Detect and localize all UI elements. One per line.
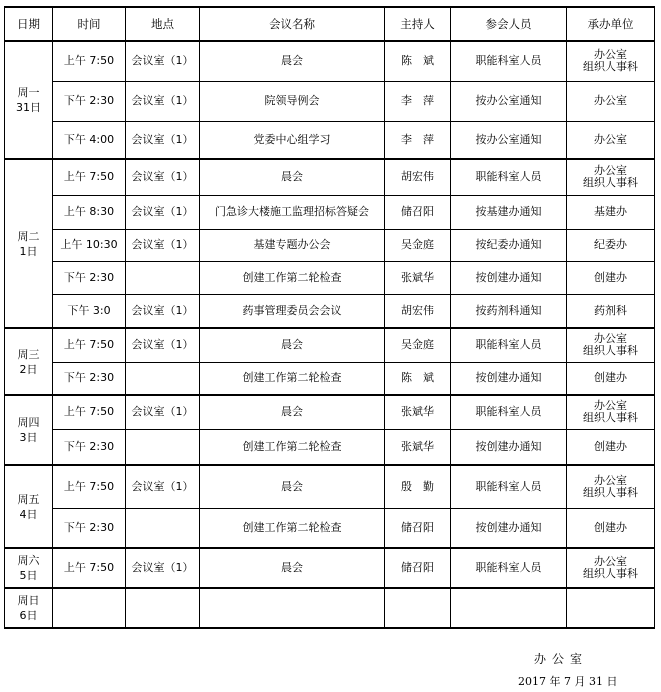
place-cell: 会议室（1） (126, 328, 200, 362)
header-host: 主持人 (385, 7, 451, 41)
weekday-label: 周一 (17, 86, 40, 99)
organizer-line: 办公室 (594, 94, 627, 107)
header-place: 地点 (126, 7, 200, 41)
attendees-cell: 职能科室人员 (451, 328, 567, 362)
day-cell (5, 588, 53, 628)
meeting-schedule-table (4, 6, 655, 629)
time-cell: 上午 7:50 (53, 328, 126, 362)
schedule-row (5, 548, 655, 588)
host-cell: 吴金庭 (385, 229, 451, 261)
organizer-line: 创建办 (594, 371, 627, 385)
attendees-cell: 按创建办通知 (451, 508, 567, 548)
host-cell: 胡宏伟 (385, 294, 451, 328)
place-cell: 会议室（1） (126, 465, 200, 508)
attendees-cell: 按办公室通知 (451, 81, 567, 121)
organizer-cell (567, 121, 655, 159)
header-attendees: 参会人员 (451, 7, 567, 41)
schedule-row (5, 229, 655, 261)
host-cell: 陈 斌 (385, 41, 451, 81)
weekday-label: 周六 (17, 554, 40, 567)
place-cell (126, 508, 200, 548)
organizer-cell (567, 328, 655, 362)
organizer-cell (567, 508, 655, 548)
place-cell: 会议室（1） (126, 41, 200, 81)
meeting-cell: 门急诊大楼施工监理招标答疑会 (200, 195, 385, 229)
organizer-line: 组织人事科 (583, 60, 638, 74)
organizer-cell (567, 81, 655, 121)
place-cell: 会议室（1） (126, 159, 200, 195)
meeting-cell: 晨会 (200, 159, 385, 195)
header-organizer: 承办单位 (567, 7, 655, 41)
place-cell (126, 261, 200, 294)
time-cell: 上午 10:30 (53, 229, 126, 261)
host-cell: 储召阳 (385, 508, 451, 548)
schedule-row (5, 41, 655, 81)
organizer-cell (567, 294, 655, 328)
organizer-line: 办公室 (594, 48, 627, 62)
weekday-label: 周二 (17, 229, 40, 243)
meeting-cell: 药事管理委员会会议 (200, 294, 385, 328)
day-cell (5, 548, 53, 588)
time-cell: 下午 4:00 (53, 121, 126, 159)
organizer-cell (567, 261, 655, 294)
host-cell: 储召阳 (385, 195, 451, 229)
organizer-line: 办公室 (594, 164, 627, 178)
host-cell: 张斌华 (385, 429, 451, 465)
date-label: 3日 (19, 431, 38, 444)
header-time: 时间 (53, 7, 126, 41)
place-cell: 会议室（1） (126, 229, 200, 261)
host-cell: 李 萍 (385, 121, 451, 159)
meeting-cell: 创建工作第二轮检查 (200, 362, 385, 395)
place-cell (126, 429, 200, 465)
organizer-line: 办公室 (594, 332, 627, 346)
host-cell: 陈 斌 (385, 362, 451, 395)
time-cell: 上午 7:50 (53, 548, 126, 588)
attendees-cell (451, 588, 567, 628)
schedule-row (5, 294, 655, 328)
schedule-row (5, 465, 655, 508)
date-label: 1日 (19, 244, 38, 258)
time-cell (53, 588, 126, 628)
place-cell: 会议室（1） (126, 81, 200, 121)
organizer-cell (567, 429, 655, 465)
day-cell (5, 395, 53, 465)
organizer-line: 组织人事科 (583, 176, 638, 190)
meeting-cell: 晨会 (200, 328, 385, 362)
time-cell: 上午 7:50 (53, 465, 126, 508)
meeting-cell: 晨会 (200, 395, 385, 429)
date-label: 5日 (19, 569, 38, 582)
schedule-row (5, 395, 655, 429)
header-row (5, 7, 655, 41)
organizer-cell (567, 588, 655, 628)
day-cell (5, 159, 53, 328)
organizer-line: 纪委办 (594, 238, 627, 251)
host-cell: 胡宏伟 (385, 159, 451, 195)
time-cell: 下午 2:30 (53, 508, 126, 548)
place-cell (126, 588, 200, 628)
attendees-cell: 职能科室人员 (451, 395, 567, 429)
organizer-cell (567, 41, 655, 81)
meeting-cell: 创建工作第二轮检查 (200, 261, 385, 294)
place-cell: 会议室（1） (126, 294, 200, 328)
organizer-line: 办公室 (594, 399, 627, 413)
time-cell: 下午 3:0 (53, 294, 126, 328)
organizer-line: 创建办 (594, 439, 627, 453)
organizer-line: 组织人事科 (583, 485, 638, 499)
schedule-row (5, 588, 655, 628)
attendees-cell: 按创建办通知 (451, 261, 567, 294)
weekday-label: 周五 (17, 492, 40, 506)
attendees-cell: 按纪委办通知 (451, 229, 567, 261)
host-cell: 张斌华 (385, 395, 451, 429)
place-cell: 会议室（1） (126, 395, 200, 429)
attendees-cell: 职能科室人员 (451, 41, 567, 81)
host-cell: 储召阳 (385, 548, 451, 588)
day-cell (5, 465, 53, 548)
host-cell: 吴金庭 (385, 328, 451, 362)
schedule-body (5, 7, 655, 628)
organizer-cell (567, 465, 655, 508)
organizer-cell (567, 548, 655, 588)
meeting-cell: 院领导例会 (200, 81, 385, 121)
schedule-row (5, 328, 655, 362)
meeting-cell: 创建工作第二轮检查 (200, 508, 385, 548)
meeting-cell: 晨会 (200, 465, 385, 508)
attendees-cell: 按创建办通知 (451, 429, 567, 465)
attendees-cell: 职能科室人员 (451, 465, 567, 508)
organizer-line: 办公室 (594, 473, 627, 487)
date-label: 6日 (19, 609, 38, 622)
organizer-cell (567, 395, 655, 429)
date-label: 2日 (19, 362, 38, 376)
organizer-line: 组织人事科 (583, 344, 638, 358)
footer-date: 2017 年 7 月 31 日 (518, 675, 618, 688)
host-cell (385, 588, 451, 628)
weekday-label: 周三 (17, 347, 40, 361)
schedule-row (5, 195, 655, 229)
host-cell: 张斌华 (385, 261, 451, 294)
attendees-cell: 职能科室人员 (451, 159, 567, 195)
organizer-line: 创建办 (594, 520, 627, 534)
schedule-row (5, 261, 655, 294)
time-cell: 下午 2:30 (53, 429, 126, 465)
time-cell: 上午 7:50 (53, 395, 126, 429)
meeting-cell: 基建专题办公会 (200, 229, 385, 261)
day-cell (5, 41, 53, 159)
header-meeting: 会议名称 (200, 7, 385, 41)
time-cell: 下午 2:30 (53, 362, 126, 395)
meeting-cell: 创建工作第二轮检查 (200, 429, 385, 465)
organizer-line: 组织人事科 (583, 567, 638, 580)
place-cell: 会议室（1） (126, 195, 200, 229)
place-cell: 会议室（1） (126, 121, 200, 159)
time-cell: 下午 2:30 (53, 81, 126, 121)
date-label: 31日 (16, 101, 41, 114)
attendees-cell: 职能科室人员 (451, 548, 567, 588)
weekday-label: 周日 (17, 594, 40, 607)
schedule-row (5, 362, 655, 395)
schedule-row (5, 159, 655, 195)
meeting-cell: 晨会 (200, 41, 385, 81)
place-cell: 会议室（1） (126, 548, 200, 588)
schedule-row (5, 121, 655, 159)
attendees-cell: 按基建办通知 (451, 195, 567, 229)
organizer-cell (567, 195, 655, 229)
organizer-line: 基建办 (594, 205, 627, 218)
organizer-cell (567, 159, 655, 195)
organizer-line: 办公室 (594, 132, 627, 146)
meeting-cell: 党委中心组学习 (200, 121, 385, 159)
time-cell: 上午 7:50 (53, 41, 126, 81)
date-label: 4日 (19, 507, 38, 521)
organizer-cell (567, 362, 655, 395)
attendees-cell: 按药剂科通知 (451, 294, 567, 328)
weekday-label: 周四 (17, 416, 40, 429)
organizer-line: 办公室 (594, 555, 627, 568)
attendees-cell: 按创建办通知 (451, 362, 567, 395)
attendees-cell: 按办公室通知 (451, 121, 567, 159)
host-cell: 李 萍 (385, 81, 451, 121)
schedule-row (5, 429, 655, 465)
time-cell: 下午 2:30 (53, 261, 126, 294)
time-cell: 上午 7:50 (53, 159, 126, 195)
organizer-line: 创建办 (594, 270, 627, 284)
time-cell: 上午 8:30 (53, 195, 126, 229)
organizer-line: 药剂科 (594, 303, 627, 317)
day-cell (5, 328, 53, 395)
schedule-row (5, 508, 655, 548)
organizer-line: 组织人事科 (583, 411, 638, 425)
header-date: 日期 (5, 7, 53, 41)
footer-office: 办公室 (534, 652, 589, 666)
organizer-cell (567, 229, 655, 261)
host-cell: 殷 勤 (385, 465, 451, 508)
meeting-cell: 晨会 (200, 548, 385, 588)
schedule-row (5, 81, 655, 121)
place-cell (126, 362, 200, 395)
meeting-cell (200, 588, 385, 628)
